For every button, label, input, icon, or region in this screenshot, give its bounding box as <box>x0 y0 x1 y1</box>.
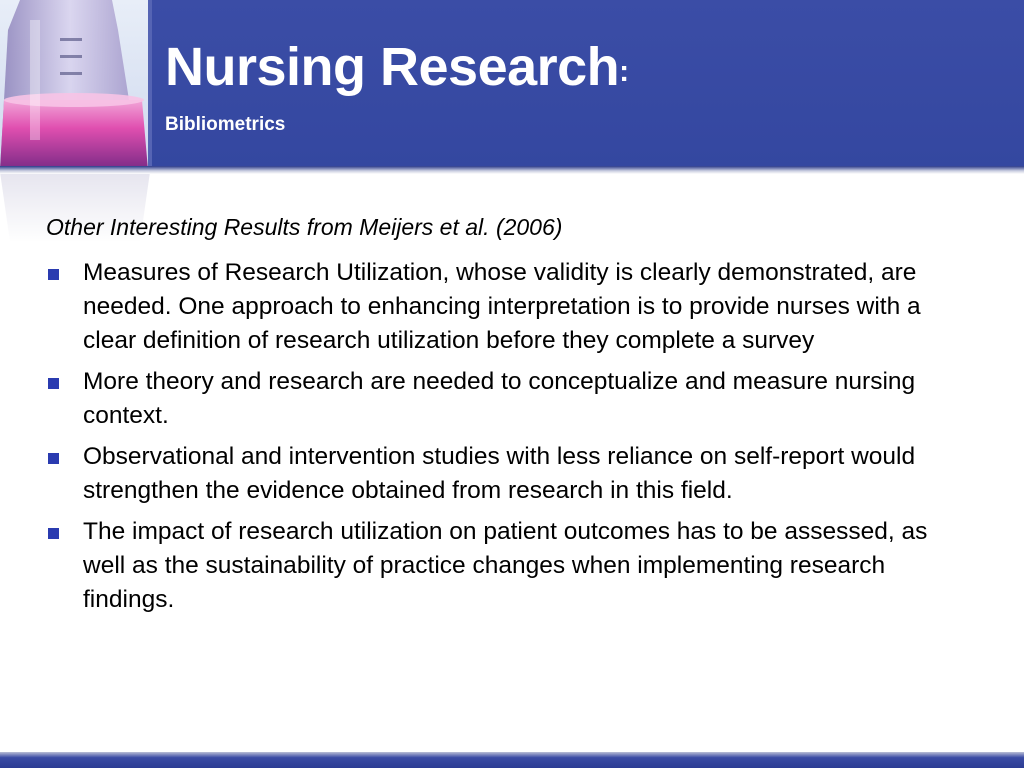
header-shadow <box>0 166 1024 174</box>
list-item <box>46 256 976 358</box>
bullet-text: The impact of research utilization on patient outcomes has to be assessed, as well as the sustainability of practice changes when implementing research findings. <box>83 518 928 613</box>
title-colon: : <box>619 55 629 88</box>
list-item <box>46 365 976 433</box>
square-bullet-icon <box>48 453 59 464</box>
bullet-text: More theory and research are needed to conceptualize and measure nursing context. <box>83 368 916 429</box>
bullet-text: Observational and intervention studies with less reliance on self-report would strengthen the evidence obtained from research in this field. <box>83 443 916 504</box>
footer-bar <box>0 752 1024 768</box>
intro-text: Other Interesting Results from Meijers et al. (2006) <box>46 214 563 240</box>
bullet-list <box>46 256 976 617</box>
square-bullet-icon <box>48 378 59 389</box>
page-title <box>165 37 629 97</box>
square-bullet-icon <box>48 528 59 539</box>
slide-body <box>46 212 976 624</box>
list-item <box>46 440 976 508</box>
header-divider <box>148 0 152 170</box>
title-text: Nursing Research <box>165 37 620 97</box>
list-item <box>46 515 976 617</box>
page-subtitle: Bibliometrics <box>165 114 286 135</box>
bullet-text: Measures of Research Utilization, whose validity is clearly demonstrated, are needed. One approach to enhancing interpretation is to provide nurses with a clear definition of research utilization before they complete a survey <box>83 259 921 354</box>
square-bullet-icon <box>48 269 59 280</box>
flask-icon <box>0 0 148 170</box>
